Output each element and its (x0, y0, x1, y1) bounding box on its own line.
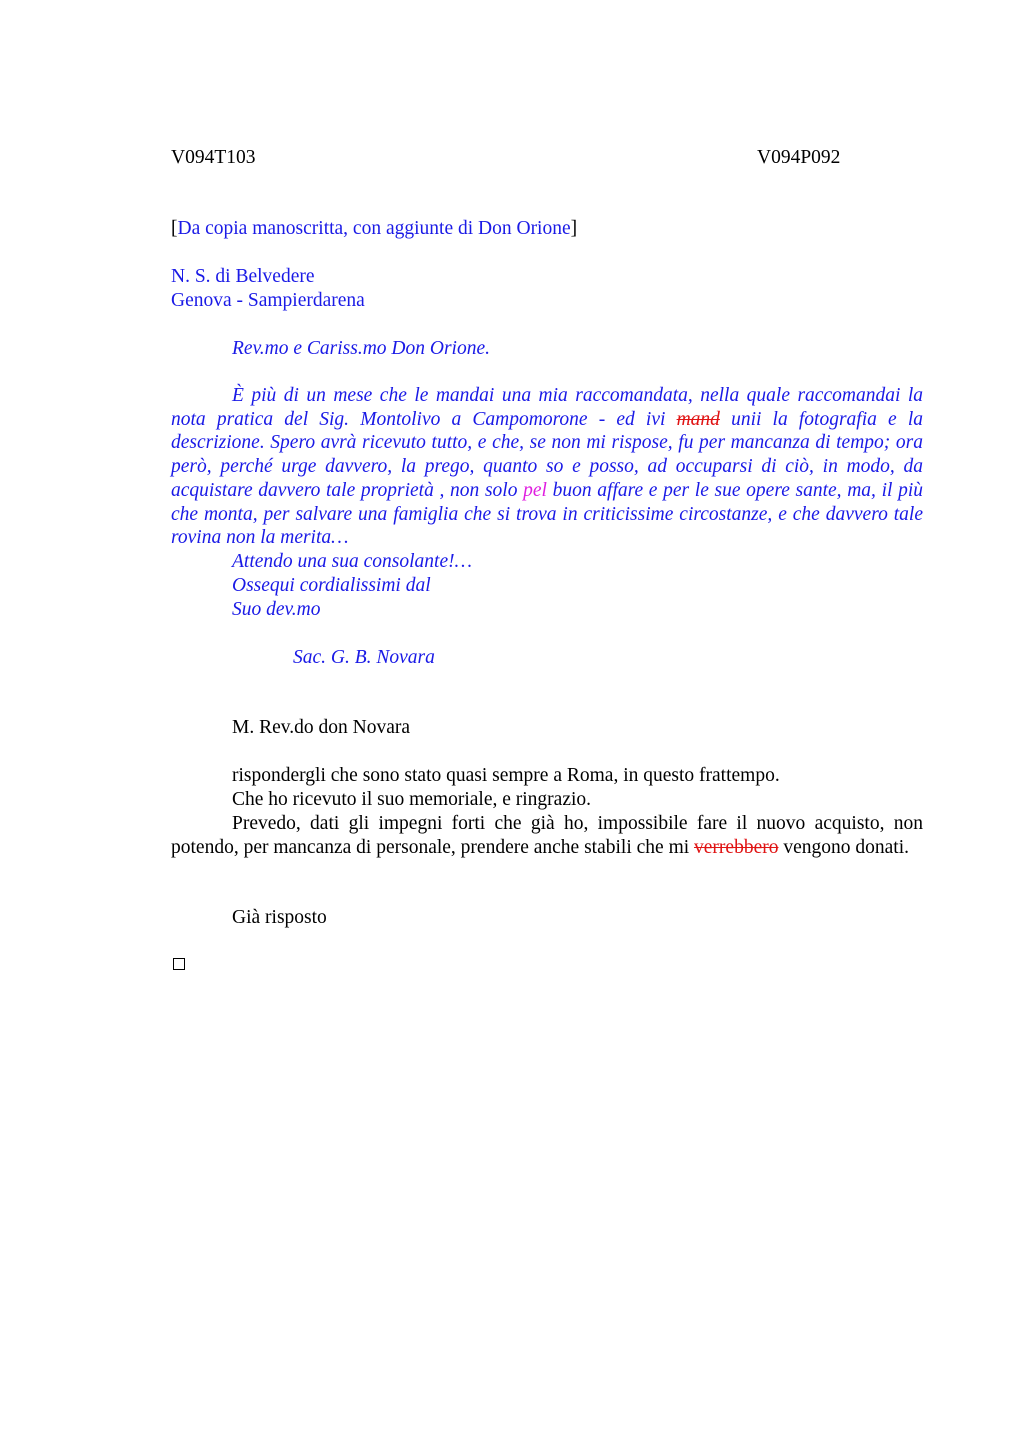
source-note-text: Da copia manoscritta, con aggiunte di Don Orione (177, 218, 571, 239)
reply-deleted-word: verrebbero (694, 836, 779, 858)
letter-closing-2: Ossequi cordialissimi dal (232, 575, 431, 596)
letter-deleted-word: mand (676, 408, 720, 430)
document-page (171, 0, 923, 1450)
letter-body (171, 384, 923, 550)
source-note-open-bracket: [ (171, 218, 178, 239)
letter-salutation: Rev.mo e Cariss.mo Don Orione. (232, 338, 490, 359)
letter-body-part-3: buon affare e per le sue opere sante, ma, il più che monta, per salvare una famiglia che si trova in criticissime circostanze, e che davvero tale rovina non la merita… (171, 479, 923, 549)
source-note (171, 217, 577, 241)
reply-line-2: Che ho ricevuto il suo memoriale, e ringrazio. (232, 789, 592, 810)
reply-paragraph-part-1: Prevedo, dati gli impegni forti che già ho, impossibile fare il nuovo acquisto, non potendo, per mancanza di personale, prendere anche stabili che mi (171, 813, 923, 858)
reply-salutation: M. Rev.do don Novara (232, 717, 410, 738)
end-marker-square (173, 958, 185, 970)
address-line-1: N. S. di Belvedere (171, 266, 315, 287)
reply-paragraph-part-2: vengono donati. (778, 836, 910, 858)
reply-paragraph (171, 812, 923, 859)
letter-closing-1: Attendo una sua consolante!… (232, 551, 472, 572)
reply-note: Già risposto (232, 907, 327, 928)
letter-correction-word: pel (523, 479, 547, 501)
letter-closing-3: Suo dev.mo (232, 599, 321, 620)
reply-line-1: rispondergli che sono stato quasi sempre a Roma, in questo frattempo. (232, 765, 780, 786)
document-code-left: V094T103 (171, 147, 256, 168)
letter-body-part-2: unii la fotografia e la descrizione. Spero avrà ricevuto tutto, e che, se non mi rispose, fu per mancanza di tempo; ora però, perché urge davvero, la prego, quanto so e posso, ad occuparsi di ciò, in modo, da acquistare davvero tale proprietà , non solo (171, 408, 923, 501)
address-line-2: Genova - Sampierdarena (171, 290, 365, 311)
source-note-close-bracket: ] (570, 218, 578, 239)
document-code-right: V094P092 (757, 147, 841, 168)
letter-signature: Sac. G. B. Novara (293, 647, 435, 668)
letter-body-part-1: È più di un mese che le mandai una mia raccomandata, nella quale raccomandai la nota pratica del Sig. Montolivo a Campomorone - ed ivi (171, 385, 923, 430)
